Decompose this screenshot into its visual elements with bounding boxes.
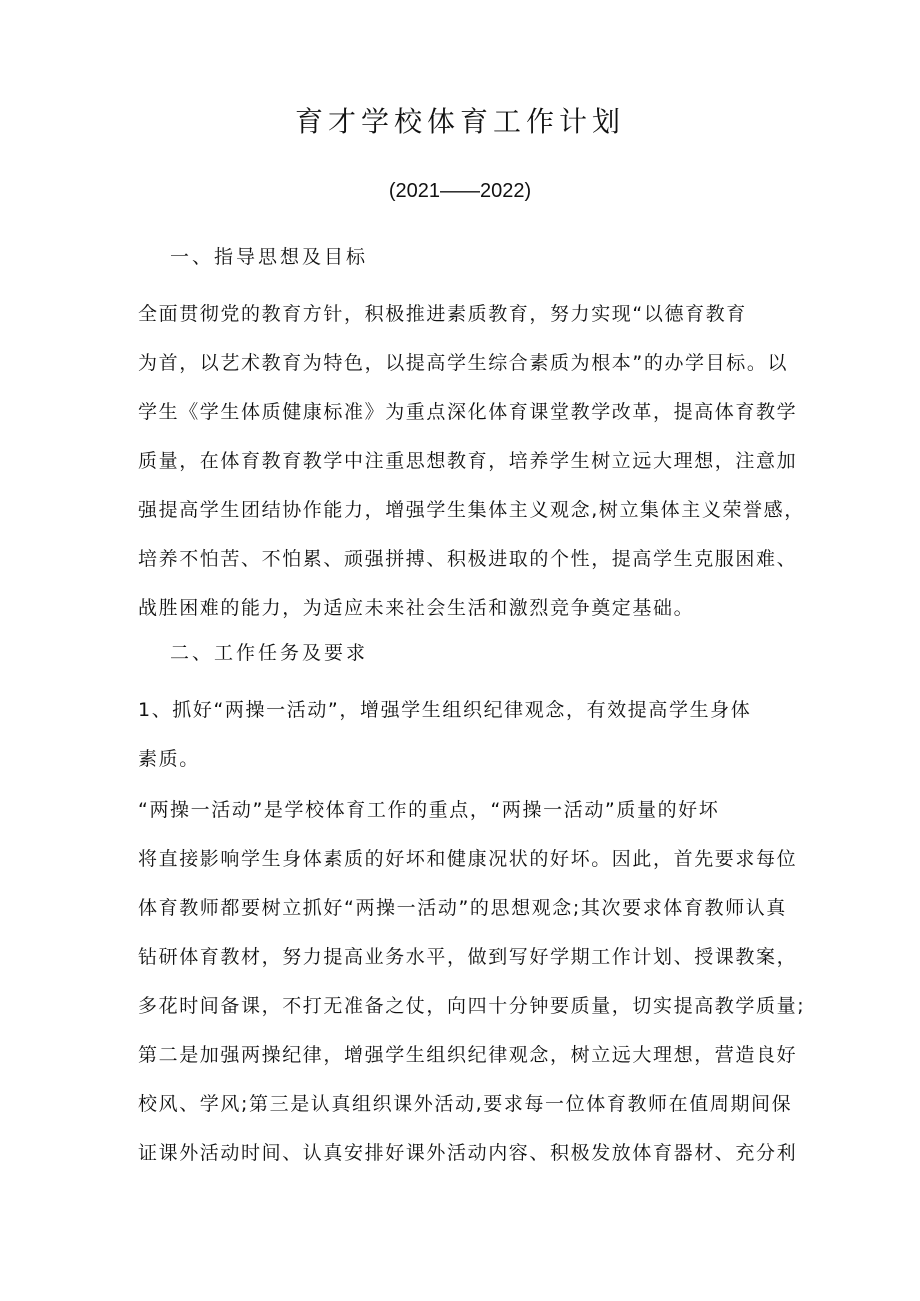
paragraph-line: 将直接影响学生身体素质的好坏和健康况状的好坏。因此，首先要求每位	[138, 848, 798, 870]
paragraph-line: 体育教师都要树立抓好“两操一活动”的思想观念;其次要求体育教师认真	[138, 897, 787, 919]
section2-item1	[138, 686, 788, 784]
paragraph-line: 为首，以艺术教育为特色，以提高学生综合素质为根本”的办学目标。以	[138, 352, 789, 374]
paragraph-line: 素质。	[138, 748, 200, 770]
paragraph-line: 培养不怕苦、不怕累、顽强拼搏、积极进取的个性，提高学生克服困难、	[138, 548, 798, 570]
paragraph-line: 学生《学生体质健康标准》为重点深化体育课堂教学改革，提高体育教学	[138, 401, 798, 423]
paragraph-line: 1、抓好“两操一活动”，增强学生组织纪律观念，有效提高学生身体	[138, 699, 752, 721]
paragraph-line: 质量，在体育教育教学中注重思想教育，培养学生树立远大理想，注意加	[138, 450, 798, 472]
document-subtitle: (2021——2022)	[388, 180, 532, 202]
section2-body-paragraph	[138, 786, 806, 1178]
paragraph-line: “两操一活动”是学校体育工作的重点，“两操一活动”质量的好坏	[138, 799, 720, 821]
paragraph-line: 战胜困难的能力，为适应未来社会生活和激烈竞争奠定基础。	[138, 597, 695, 619]
paragraph-line: 多花时间备课，不打无准备之仗，向四十分钟要质量，切实提高教学质量;	[138, 995, 806, 1017]
section-heading-tasks: 二、工作任务及要求	[170, 642, 369, 664]
paragraph-line: 全面贯彻党的教育方针，积极推进素质教育，努力实现“以德育教育	[138, 303, 747, 325]
document-title: 育才学校体育工作计划	[294, 105, 625, 138]
paragraph-line: 证课外活动时间、认真安排好课外活动内容、积极发放体育器材、充分利	[138, 1142, 798, 1164]
section1-paragraph	[138, 290, 805, 633]
paragraph-line: 第二是加强两操纪律，增强学生组织纪律观念，树立远大理想，营造良好	[138, 1044, 798, 1066]
section-heading-guiding-ideas: 一、指导思想及目标	[170, 246, 369, 268]
paragraph-line: 校风、学风;第三是认真组织课外活动,要求每一位体育教师在值周期间保	[138, 1093, 793, 1115]
paragraph-line: 钻研体育教材，努力提高业务水平，做到写好学期工作计划、授课教案，	[138, 946, 798, 968]
paragraph-line: 强提高学生团结协作能力，增强学生集体主义观念,树立集体主义荣誉感，	[138, 499, 805, 521]
